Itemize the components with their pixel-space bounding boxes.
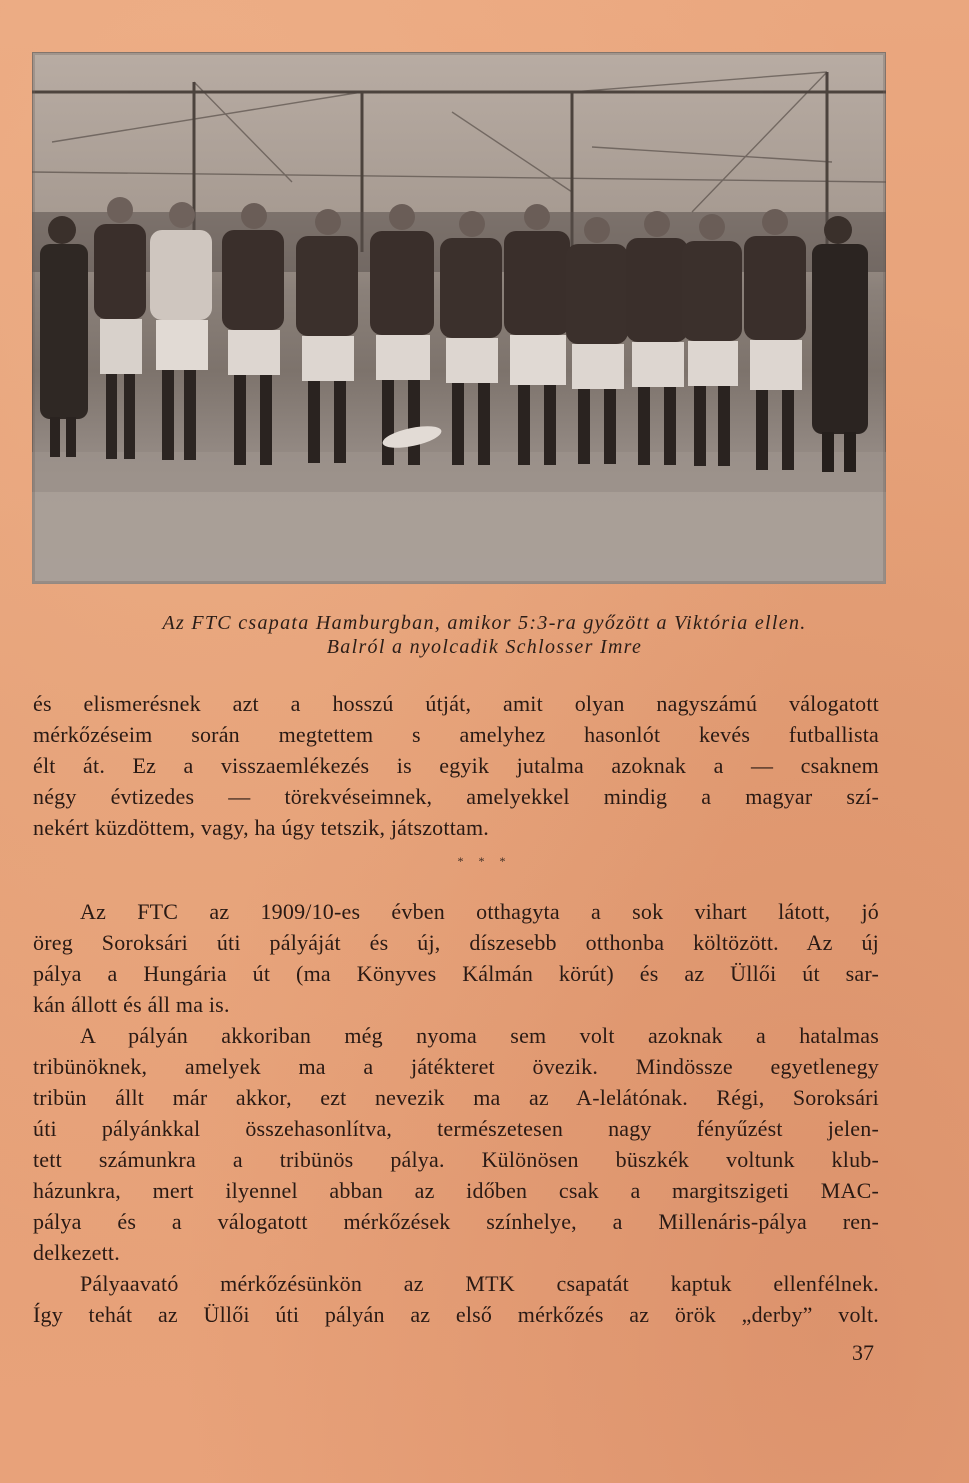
photo-caption-line-1: Az FTC csapata Hamburgban, amikor 5:3-ra győzött a Viktória ellen. [162, 612, 807, 634]
body-text-line: négy évtizedes — törekvéseimnek, amelyekkel mindig a magyar szí- [33, 784, 879, 809]
body-text-line: delkezett. [33, 1240, 120, 1265]
body-text-line: Az FTC az 1909/10-es évben otthagyta a sok vihart látott, jó [80, 899, 879, 924]
body-text-line: nekért küzdöttem, vagy, ha úgy tetszik, játszottam. [33, 815, 489, 840]
team-photo-illustration [32, 52, 886, 584]
body-text-line: mérkőzéseim során megtettem s amelyhez hasonlót kevés futballista [33, 722, 879, 747]
page-number: 37 [852, 1340, 874, 1365]
body-text-line: öreg Soroksári úti pályáját és új, díszesebb otthonba költözött. Az új [33, 930, 879, 955]
team-photograph [32, 52, 886, 584]
body-text-line: és elismerésnek azt a hosszú útját, amit olyan nagyszámú válogatott [33, 691, 879, 716]
body-text-line: tett számunkra a tribünös pálya. Különösen büszkék voltunk klub- [33, 1147, 879, 1172]
body-text-line: élt át. Ez a visszaemlékezés is egyik jutalma azoknak a — csaknem [33, 753, 879, 778]
body-text-line: úti pályánkkal összehasonlítva, természetesen nagy fényűzést jelen- [33, 1116, 879, 1141]
body-text-line: házunkra, mert ilyennel abban az időben csak a margitszigeti MAC- [33, 1178, 879, 1203]
photo-caption-line-2: Balról a nyolcadik Schlosser Imre [326, 636, 643, 658]
body-text-line: Így tehát az Üllői úti pályán az első mérkőzés az örök „derby” volt. [33, 1302, 879, 1327]
body-text-line: pálya a Hungária út (ma Könyves Kálmán körút) és az Üllői út sar- [33, 961, 879, 986]
section-separator: * * * [457, 854, 512, 868]
body-text-line: A pályán akkoriban még nyoma sem volt azoknak a hatalmas [80, 1023, 879, 1048]
body-text-line: Pályaavató mérkőzésünkön az MTK csapatát kaptuk ellenfélnek. [80, 1271, 879, 1296]
body-text-line: tribün állt már akkor, ezt nevezik ma az A-lelátónak. Régi, Soroksári [33, 1085, 879, 1110]
body-text-line: pálya és a válogatott mérkőzések színhelye, a Millenáris-pálya ren- [33, 1209, 879, 1234]
body-text-line: tribünöknek, amelyek ma a játékteret övezik. Mindössze egyetlenegy [33, 1054, 879, 1079]
body-text-line: kán állott és áll ma is. [33, 992, 230, 1017]
